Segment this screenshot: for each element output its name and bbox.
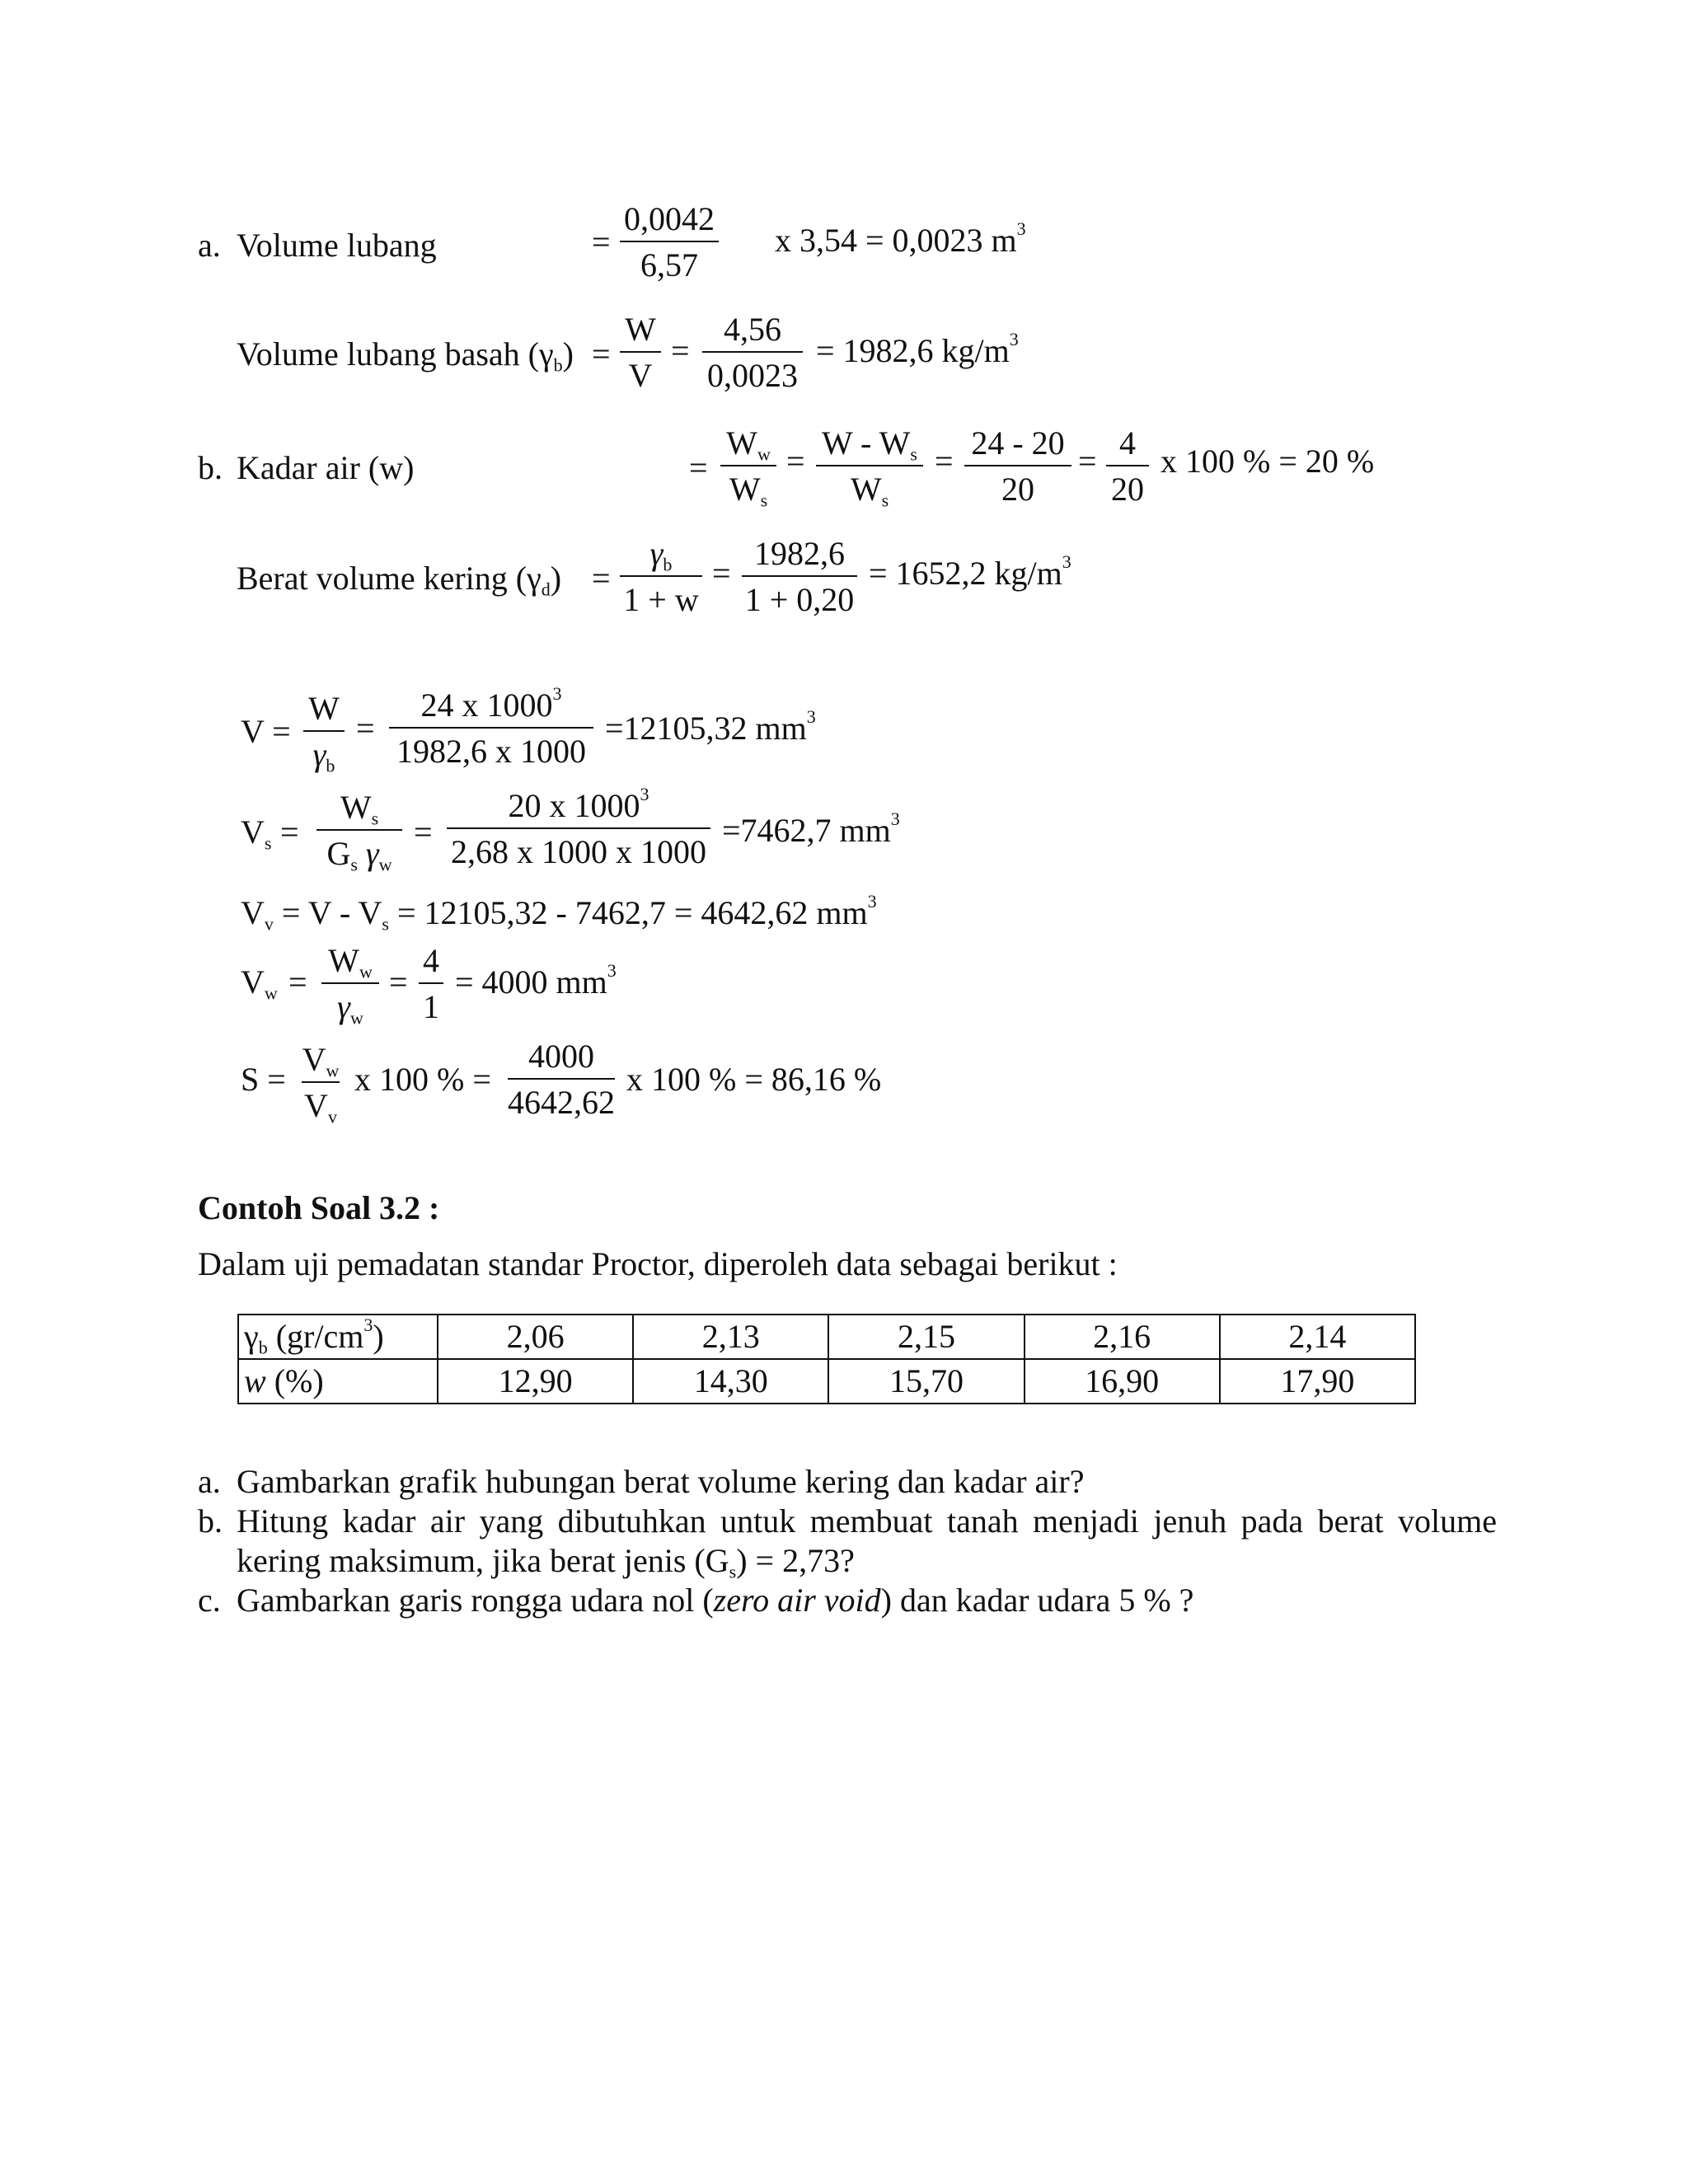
equals-sign: = (356, 710, 375, 747)
part-a-label: a. (198, 227, 221, 264)
fraction-4-over-1: 4 1 (419, 944, 443, 1024)
volume-lubang-basah-text: Volume lubang basah $(\gamma_b)$ (237, 335, 574, 376)
equals-sign: = (671, 332, 690, 369)
question-c: c. Gambarkan garis rongga udara nol (zero air void) dan kadar udara 5 % ? (198, 1582, 1194, 1619)
row-label-gamma-b: $\gamma_b$ $(gr/cm^3)$ (238, 1315, 438, 1359)
eq-vs-lhs: $V_s$ (241, 813, 272, 854)
equals-sign: = (280, 813, 299, 851)
fraction-w-over-gamma-b: W $\gamma_b$ (303, 692, 345, 771)
table-row (238, 1359, 1415, 1404)
fraction-v: 24 x 1000$^3$ 1982,6 x 1000 (389, 689, 593, 768)
part-b-label: b. (198, 449, 223, 486)
equals-sign: = (712, 555, 731, 592)
eq-vw-lhs: $V_w$ (241, 963, 278, 1004)
question-b: b. Hitung kadar air yang dibutuhkan untuk membuat tanah menjadi jenuh pada berat volume kering maksimum, jika berat jenis $(G_s) = 2,73$? (198, 1502, 1497, 1582)
table-cell: 15,70 (828, 1359, 1024, 1404)
table-cell: 2,14 (1220, 1315, 1415, 1359)
table-cell: 16,90 (1025, 1359, 1220, 1404)
fraction-vs: 20 x 1000$^3$ 2,68 x 1000 x 1000 (447, 790, 710, 869)
part-a-result: x 3,54 = 0,0023 $m^3$ (775, 218, 1026, 259)
eq-vv: $V_v = V - V_s = 12105,32 - 7462,7 = 4642,62$ $mm^3$ (241, 891, 877, 935)
equals-sign: = (389, 963, 408, 1001)
basah-result: = 1982,6 $kg/m^3$ (816, 329, 1019, 369)
equals-sign: = (592, 335, 611, 373)
equals-sign: = (592, 223, 611, 260)
example-intro: Dalam uji pemadatan standar Proctor, diperoleh data sebagai berikut : (198, 1245, 1118, 1282)
equals-sign: = (786, 443, 805, 480)
equals-sign: = (288, 963, 307, 1001)
question-a: a. Gambarkan grafik hubungan berat volume kering dan kadar air? (198, 1463, 1085, 1500)
kadar-air-result: x 100 % = 20 % (1160, 443, 1375, 480)
equals-sign: = (414, 813, 433, 851)
eq-s-result: x 100 % = 86,16 % (626, 1061, 882, 1098)
table-cell: 2,13 (633, 1315, 828, 1359)
table-row (238, 1315, 1415, 1359)
table-cell: 17,90 (1220, 1359, 1415, 1404)
equals-sign: = (1078, 443, 1097, 480)
table-cell: 14,30 (633, 1359, 828, 1404)
row-label-w: w (%) (238, 1359, 438, 1404)
example-heading: Contoh Soal 3.2 : (198, 1189, 440, 1226)
fraction-4-over-20: 4 20 (1106, 427, 1149, 506)
equals-sign: = (592, 560, 611, 597)
fraction-ww-ws: $W_w$ $W_s$ (720, 427, 776, 506)
eq-s-mid: x 100 % = (354, 1061, 491, 1098)
fraction-vw-over-vv: $V_w$ $V_v$ (302, 1041, 340, 1127)
fraction-s: 4000 4642,62 (508, 1038, 615, 1121)
fraction-24-minus-20: 24 - 20 20 (964, 427, 1071, 506)
proctor-data-table (237, 1314, 1416, 1404)
eq-s-lhs: S = (241, 1061, 286, 1098)
equals-sign: = (689, 449, 708, 486)
kering-result: = 1652,2 $kg/m^3$ (869, 551, 1071, 592)
fraction-ws-over-gs-gamma-w: $W_s$ $G_s$ $\gamma_w$ (316, 791, 402, 870)
equals-sign: = (935, 443, 954, 480)
berat-volume-kering-text: Berat volume kering $(\gamma_d)$ (237, 560, 562, 600)
table-cell: 2,06 (438, 1315, 633, 1359)
eq-v-result: =12105,32 $mm^3$ (605, 706, 816, 747)
fraction-basah: 4,56 0,0023 (702, 313, 803, 392)
fraction-w-minus-ws: W - $W_s$ $W_s$ (816, 427, 923, 506)
fraction-kering: 1982,6 1 + 0,20 (742, 537, 857, 616)
fraction-w-over-v: W V (620, 313, 661, 392)
fraction-gamma-b-over-1-plus-w: $\gamma_b$ 1 + w (620, 537, 702, 616)
eq-v-lhs: V = (241, 713, 291, 750)
eq-vs-result: =7462,7 $mm^3$ (722, 808, 900, 849)
part-b-text: Kadar air (w) (237, 449, 415, 486)
table-cell: 2,15 (828, 1315, 1024, 1359)
eq-vw-result: = 4000 $mm^3$ (455, 960, 617, 1001)
part-a-text: Volume lubang (237, 227, 437, 264)
fraction-ww-over-gamma-w: $W_w$ $\gamma_w$ (321, 944, 379, 1024)
table-cell: 12,90 (438, 1359, 633, 1404)
table-cell: 2,16 (1025, 1315, 1220, 1359)
fraction-volume-lubang: 0,0042 6,57 (620, 203, 719, 282)
